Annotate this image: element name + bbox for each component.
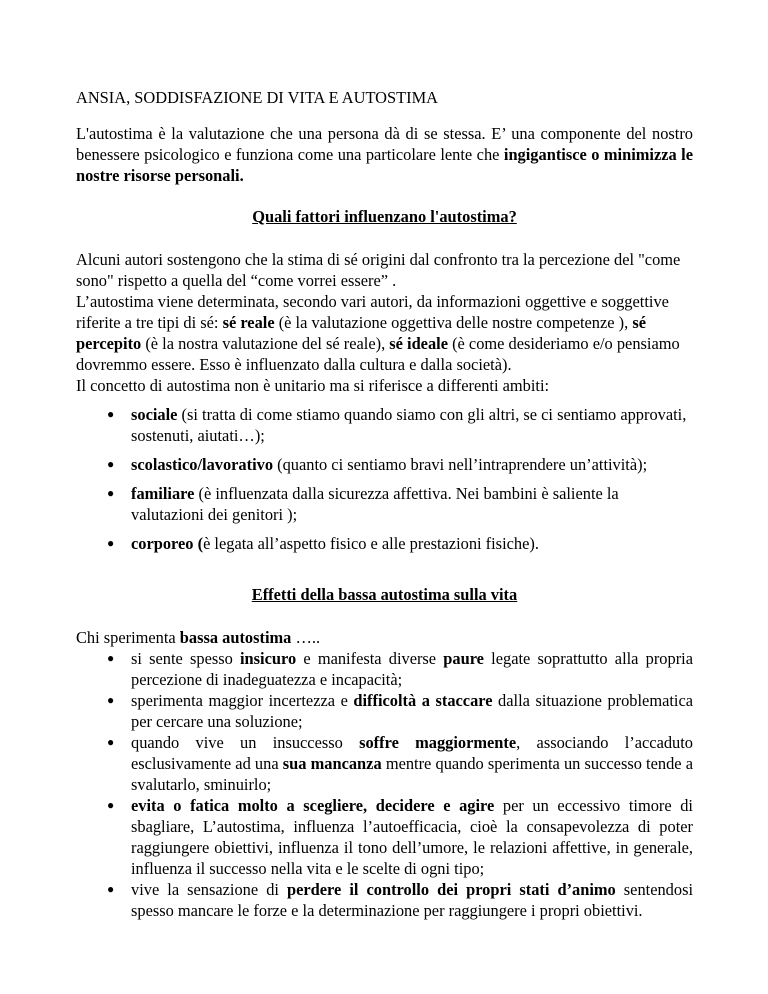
document-title: ANSIA, SODDISFAZIONE DI VITA E AUTOSTIMA — [76, 88, 439, 107]
domains-list — [76, 404, 693, 554]
section-heading-factors: Quali fattori influenzano l'autostima? — [252, 207, 517, 226]
effects-lead-text-1: Chi sperimenta — [76, 628, 180, 647]
bullet-dot-icon: ● — [107, 407, 115, 421]
effect-bold: sua mancanza — [282, 754, 382, 773]
effect-text: dalla situazione problematica per cercare una soluzione; — [131, 691, 693, 731]
factors-paragraph-3: Il concetto di autostima non è unitario ma si riferisce a differenti ambiti: — [76, 376, 550, 395]
intro-paragraph — [76, 123, 693, 186]
effect-bold: soffre maggiormente — [359, 733, 517, 752]
domain-description: (è influenzata dalla sicurezza affettiva. Nei bambini è saliente la valutazioni dei genitori ); — [131, 484, 619, 524]
intro-text: L'autostima è la valutazione che una persona dà di se stessa. E’ una componente del nostro benessere psicologico e funziona come una particolare lente che — [76, 124, 693, 164]
domain-description: (quanto ci sentiamo bravi nell’intraprendere un’attività); — [273, 455, 648, 474]
term-perceived-self: sé percepito — [76, 313, 646, 353]
term-real-self: sé reale — [222, 313, 275, 332]
effect-text: quando vive un insuccesso — [131, 733, 360, 752]
list-item — [107, 648, 693, 690]
effect-bold: evita o fatica molto a scegliere, decidere e agire — [131, 796, 495, 815]
list-item — [107, 732, 693, 795]
factors-p2-text-2: (è la valutazione oggettiva delle nostre competenze ), — [274, 313, 633, 332]
factors-p2-text-3: (è la nostra valutazione del sé reale), — [141, 334, 390, 353]
effect-text: per un eccessivo timore di sbagliare, L’autostima, influenza l’autoefficacia, cioè la consapevolezza di poter raggiungere obiettivi, influenza il tono dell’umore, le relazioni affettive, in generale, influenza il successo nella vita e le scelte di ogni tipo; — [131, 796, 693, 878]
effects-list — [76, 648, 693, 921]
effect-bold: difficoltà a staccare — [353, 691, 493, 710]
domain-term: scolastico/lavorativo — [131, 455, 274, 474]
domain-term: familiare — [131, 484, 195, 503]
effect-bold: insicuro — [240, 649, 297, 668]
effect-text: si sente spesso — [131, 649, 240, 668]
domain-description: è legata all’aspetto fisico e alle prestazioni fisiche). — [203, 534, 539, 553]
bullet-dot-icon: ● — [107, 536, 115, 550]
list-item — [107, 404, 693, 446]
effects-lead-bold: bassa autostima — [179, 628, 292, 647]
effects-lead-text-2: ….. — [291, 628, 321, 647]
effect-text: sperimenta maggior incertezza e — [131, 691, 354, 710]
list-item — [107, 879, 693, 921]
list-item — [107, 533, 693, 554]
intro-bold-text: ingigantisce o minimizza le nostre risorse personali. — [76, 145, 693, 185]
domain-term: sociale — [131, 405, 178, 424]
term-ideal-self: sé ideale — [389, 334, 448, 353]
bullet-dot-icon: ● — [107, 693, 115, 707]
effects-lead — [76, 627, 693, 648]
bullet-dot-icon: ● — [107, 798, 115, 812]
effect-text: vive la sensazione di — [131, 880, 287, 899]
list-item — [107, 690, 693, 732]
effect-text: sentendosi spesso mancare le forze e la determinazione per raggiungere i propri obiettivi. — [131, 880, 693, 920]
bullet-dot-icon: ● — [107, 486, 115, 500]
effect-bold: paure — [443, 649, 484, 668]
effect-text: mentre quando sperimenta un successo tende a svalutarlo, sminuirlo; — [131, 754, 693, 794]
bullet-dot-icon: ● — [107, 651, 115, 665]
effect-bold: perdere il controllo dei propri stati d’animo — [287, 880, 616, 899]
domain-description: (si tratta di come stiamo quando siamo con gli altri, se ci sentiamo approvati, sostenuti, aiutati…); — [131, 405, 687, 445]
section-heading-effects: Effetti della bassa autostima sulla vita — [251, 585, 518, 604]
effect-text: , associando l’accaduto esclusivamente ad una — [131, 733, 693, 773]
factors-paragraph-2 — [76, 291, 693, 375]
document-page — [76, 87, 693, 921]
list-item — [107, 795, 693, 879]
bullet-dot-icon: ● — [107, 882, 115, 896]
domain-term: corporeo ( — [131, 534, 204, 553]
factors-p2-text-1: L’autostima viene determinata, secondo vari autori, da informazioni oggettive e soggettive riferite a tre tipi di sé: — [76, 292, 669, 332]
factors-paragraph-1: Alcuni autori sostengono che la stima di sé origini dal confronto tra la percezione del "come sono" rispetto a quella del “come vorrei essere” . — [76, 250, 681, 290]
list-item — [107, 483, 693, 525]
list-item — [107, 454, 693, 475]
effect-text: legate soprattutto alla propria percezione di inadeguatezza e incapacità; — [131, 649, 693, 689]
effect-text: e manifesta diverse — [296, 649, 444, 668]
bullet-dot-icon: ● — [107, 735, 115, 749]
bullet-dot-icon: ● — [107, 457, 115, 471]
factors-p2-text-4: (è come desideriamo e/o pensiamo dovremmo essere. Esso è influenzato dalla cultura e dalla società). — [76, 334, 680, 374]
